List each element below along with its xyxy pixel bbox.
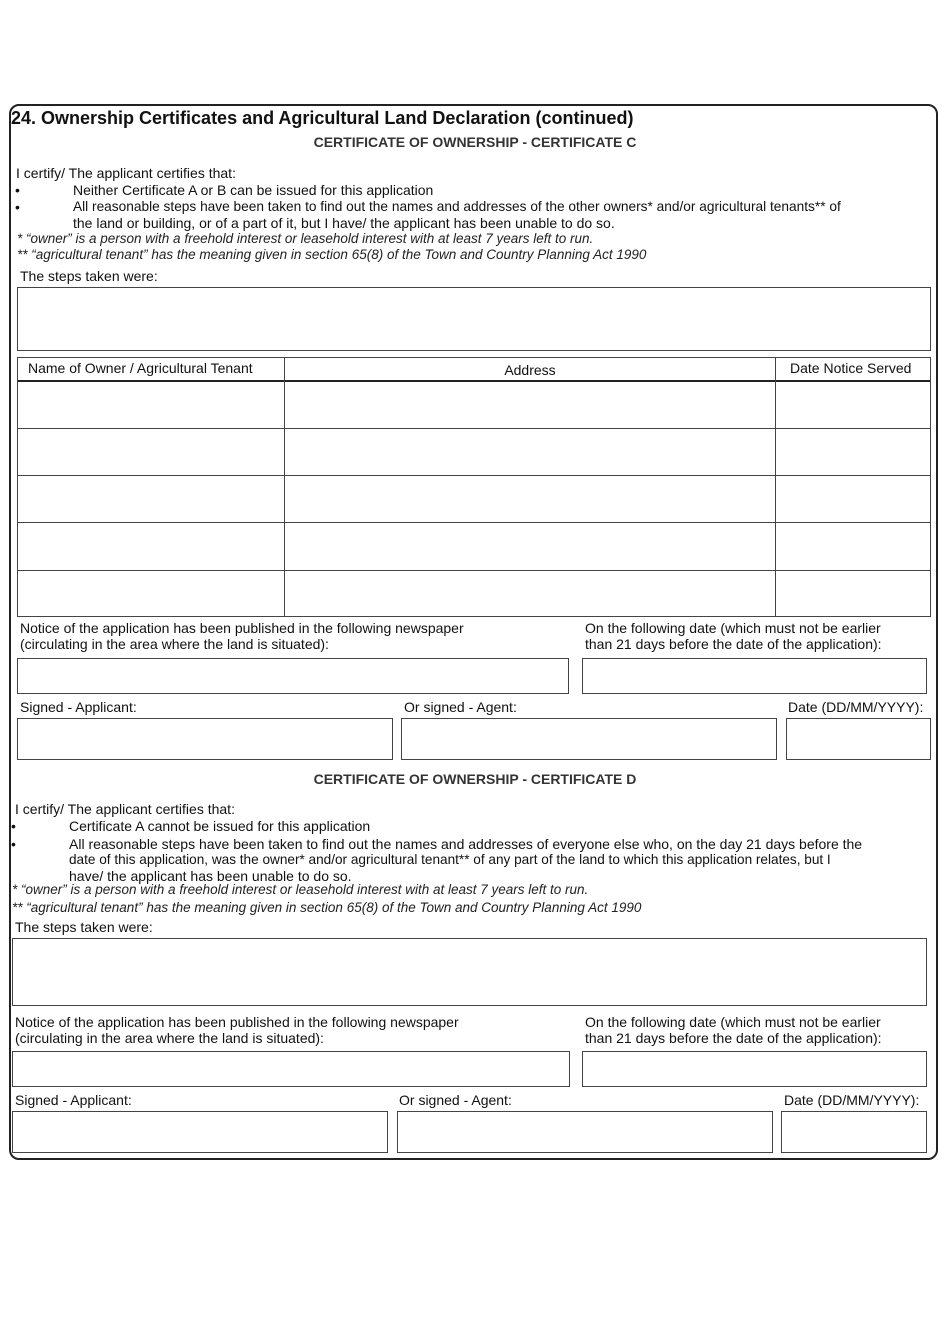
cert-c-date-label: Date (DD/MM/YYYY): [788,699,924,715]
cert-c-signed-applicant-label: Signed - Applicant: [20,699,137,715]
bullet-icon: • [11,818,16,834]
cert-d-applicant-signature-input[interactable] [12,1111,388,1153]
cert-c-agent-signature-input[interactable] [401,718,777,760]
table-header-name: Name of Owner / Agricultural Tenant [28,360,253,376]
cert-c-newspaper-input[interactable] [17,658,569,694]
cert-d-intro: I certify/ The applicant certifies that: [15,801,235,817]
cert-c-newspaper-line1: Notice of the application has been published in the following newspaper [20,620,464,636]
cert-d-steps-input[interactable] [12,938,927,1006]
cert-d-signed-agent-label: Or signed - Agent: [399,1092,512,1108]
cert-c-bullet1: Neither Certificate A or B can be issued for this application [73,182,434,198]
cert-c-date-line2: than 21 days before the date of the application): [585,636,882,652]
cert-c-steps-label: The steps taken were: [20,268,158,284]
cert-c-footnote1: * “owner” is a person with a freehold interest or leasehold interest with at least 7 years left to run. [17,231,594,246]
bullet-icon: • [15,182,20,198]
table-header-date: Date Notice Served [790,360,912,376]
cert-c-date-input[interactable] [786,718,931,760]
cert-c-date-line1: On the following date (which must not be earlier [585,620,881,636]
bullet-icon: • [11,836,16,852]
cert-d-bullet1: Certificate A cannot be issued for this application [69,818,371,834]
cert-d-bullet2-line1: All reasonable steps have been taken to find out the names and addresses of everyone else who, on the day 21 days before the [69,836,863,852]
cert-c-newspaper-line2: (circulating in the area where the land is situated): [20,636,329,652]
table-row-divider [18,570,930,571]
cert-d-newspaper-line2: (circulating in the area where the land is situated): [15,1030,324,1046]
cert-d-publish-date-input[interactable] [582,1051,927,1087]
bullet-icon: • [15,199,20,215]
cert-c-footnote2: ** “agricultural tenant” has the meaning given in section 65(8) of the Town and Country Planning Act 1990 [17,247,647,262]
cert-d-steps-label: The steps taken were: [15,919,153,935]
section-title: 24. Ownership Certificates and Agricultural Land Declaration (continued) [11,108,634,128]
cert-d-bullet2-line3: have/ the applicant has been unable to do so. [69,868,352,884]
cert-c-intro: I certify/ The applicant certifies that: [16,165,236,181]
cert-d-date-line1: On the following date (which must not be earlier [585,1014,881,1030]
cert-d-agent-signature-input[interactable] [397,1111,773,1153]
table-header-rule [18,380,930,382]
cert-d-date-input[interactable] [781,1111,927,1153]
cert-c-steps-input[interactable] [17,287,931,351]
table-col-divider [775,358,776,616]
cert-d-signed-applicant-label: Signed - Applicant: [15,1092,132,1108]
cert-d-newspaper-line1: Notice of the application has been published in the following newspaper [15,1014,459,1030]
cert-d-newspaper-input[interactable] [12,1051,570,1087]
cert-c-signed-agent-label: Or signed - Agent: [404,699,517,715]
cert-d-heading: CERTIFICATE OF OWNERSHIP - CERTIFICATE D [313,771,637,787]
cert-d-footnote2: ** “agricultural tenant” has the meaning given in section 65(8) of the Town and Country Planning Act 1990 [12,900,642,915]
table-row-divider [18,522,930,523]
cert-c-publish-date-input[interactable] [582,658,927,694]
cert-c-bullet2-line2: the land or building, or of a part of it, but I have/ the applicant has been unable to do so. [73,215,615,231]
table-header-address: Address [504,362,556,378]
cert-c-applicant-signature-input[interactable] [17,718,393,760]
cert-c-owners-table [17,357,931,617]
cert-d-date-line2: than 21 days before the date of the application): [585,1030,882,1046]
table-row-divider [18,475,930,476]
table-row-divider [18,428,930,429]
cert-d-date-label: Date (DD/MM/YYYY): [784,1092,920,1108]
cert-d-bullet2-line2: date of this application, was the owner* and/or agricultural tenant** of any part of the land to which this application relates, but I [69,852,831,867]
table-col-divider [284,358,285,616]
cert-c-bullet2-line1: All reasonable steps have been taken to find out the names and addresses of the other owners* and/or agricultural tenants** of [73,199,841,214]
cert-d-footnote1: * “owner” is a person with a freehold interest or leasehold interest with at least 7 years left to run. [12,882,589,897]
cert-c-heading: CERTIFICATE OF OWNERSHIP - CERTIFICATE C [313,134,637,150]
